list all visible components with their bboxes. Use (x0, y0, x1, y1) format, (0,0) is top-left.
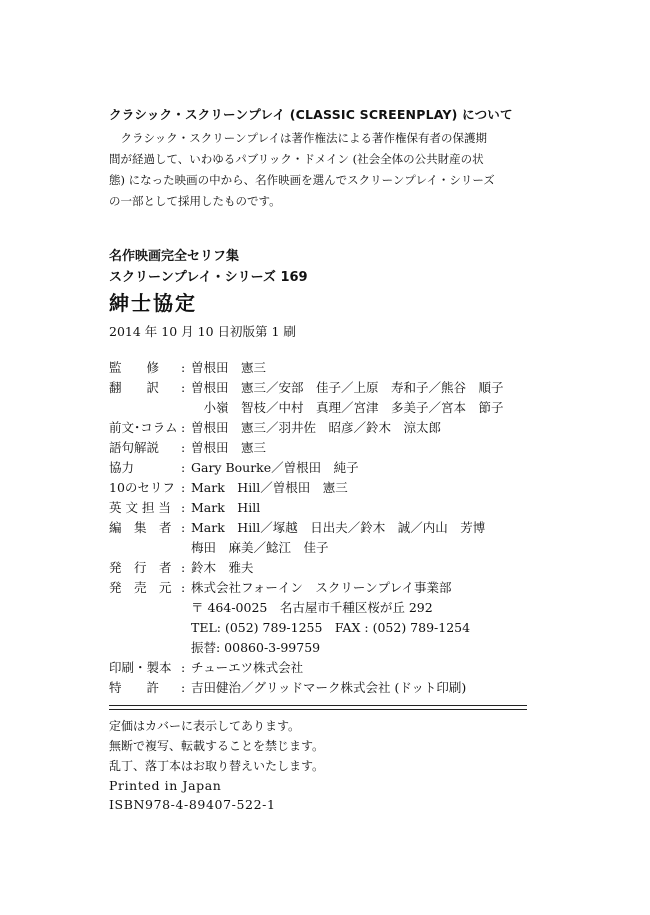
credit-label: 10のセリフ (109, 480, 175, 495)
credit-row-ten-lines (109, 478, 549, 498)
credit-value: 曽根田 憲三／羽井佐 昭彦／鈴木 涼太郎 (191, 420, 442, 435)
credit-value: Gary Bourke／曽根田 純子 (191, 460, 359, 475)
credit-label: 発 行 者 (109, 560, 172, 575)
about-heading: クラシック・スクリーンプレイ (CLASSIC SCREENPLAY) について (109, 107, 513, 122)
notes-block (109, 716, 324, 776)
credit-separator: : (181, 500, 186, 515)
credit-row-publisher (109, 558, 549, 578)
series-number: スクリーンプレイ・シリーズ 169 (109, 270, 308, 285)
credit-label: 前文･コラム (109, 420, 178, 435)
credit-row-supervision (109, 358, 549, 378)
credit-separator: : (181, 560, 186, 575)
credit-row-editors (109, 518, 549, 538)
series-name: 名作映画完全セリフ集 (109, 249, 240, 264)
credit-value: 鈴木 雅夫 (191, 560, 254, 575)
credit-row-translation (109, 378, 549, 398)
credit-separator: : (181, 480, 186, 495)
note-line: 無断で複写、転載することを禁じます。 (109, 739, 325, 753)
credit-label (109, 638, 181, 658)
credit-separator: : (181, 580, 186, 595)
credit-row-transfer (109, 638, 549, 658)
credit-row-english (109, 498, 549, 518)
edition-date: 2014 年 10 月 10 日初版第 1 刷 (109, 324, 296, 339)
credit-value: Mark Hill／塚越 日出夫／鈴木 誠／内山 芳博 (191, 520, 486, 535)
credit-value: 曽根田 憲三／安部 佳子／上原 寿和子／熊谷 順子 (191, 380, 504, 395)
credit-value: 梅田 麻美／鯰江 佳子 (191, 540, 329, 555)
credits-list (109, 358, 549, 698)
credit-value: 曽根田 憲三 (191, 440, 267, 455)
credit-separator: : (181, 680, 186, 695)
credit-row-glossary (109, 438, 549, 458)
credit-row-phone (109, 618, 549, 638)
credit-row-patent (109, 678, 549, 698)
credit-row-printing (109, 658, 549, 678)
credit-value: 小嶺 智枝／中村 真理／宮津 多美子／宮本 節子 (191, 400, 504, 415)
note-line: 定価はカバーに表示してあります。 (109, 719, 301, 733)
credit-row-preface-column (109, 418, 549, 438)
credit-value: 株式会社フォーイン スクリーンプレイ事業部 (191, 580, 452, 595)
credit-separator: : (181, 380, 186, 395)
credit-label: 発 売 元 (109, 580, 172, 595)
credit-value: 〒 464-0025 名古屋市千種区桜が丘 292 (191, 600, 433, 615)
credit-separator (181, 598, 191, 618)
credit-label: 語句解説 (109, 440, 160, 455)
about-body (109, 128, 539, 212)
about-line: クラシック・スクリーンプレイは著作権法による著作権保有者の保護期 (109, 131, 488, 145)
credit-label: 監 修 (109, 360, 160, 375)
note-line: 乱丁、落丁本はお取り替えいたします。 (109, 759, 325, 773)
about-line: 間が経過して、いわゆるパブリック・ドメイン (社会全体の公共財産の状 (109, 152, 484, 166)
credit-separator (181, 398, 191, 418)
credit-separator: : (181, 520, 186, 535)
credit-separator: : (181, 440, 186, 455)
credit-label: 印刷・製本 (109, 660, 172, 675)
credit-row-translation-cont (109, 398, 549, 418)
credit-value: 曽根田 憲三 (191, 360, 267, 375)
credit-label (109, 538, 181, 558)
credit-value: Mark Hill／曽根田 憲三 (191, 480, 348, 495)
credit-separator: : (181, 660, 186, 675)
about-line: の一部として採用したものです。 (109, 194, 281, 208)
credit-separator: : (181, 360, 186, 375)
credit-separator (181, 618, 191, 638)
credit-row-distributor (109, 578, 549, 598)
credit-row-address (109, 598, 549, 618)
credit-value: 振替: 00860-3-99759 (191, 640, 321, 655)
credit-separator: : (181, 460, 186, 475)
book-title: 紳士協定 (109, 291, 197, 315)
divider-rule (109, 705, 527, 706)
credit-row-editors-cont (109, 538, 549, 558)
credit-separator: : (181, 420, 186, 435)
credit-value: TEL: (052) 789-1255 FAX : (052) 789-1254 (191, 620, 471, 635)
credit-label (109, 598, 181, 618)
credit-separator (181, 538, 191, 558)
credit-value: 吉田健治／グリッドマーク株式会社 (ドット印刷) (191, 680, 467, 695)
credit-label (109, 398, 181, 418)
credit-label: 翻 訳 (109, 380, 160, 395)
printed-in: Printed in Japan (109, 778, 222, 793)
credit-label (109, 618, 181, 638)
credit-label: 特 許 (109, 680, 160, 695)
isbn: ISBN978-4-89407-522-1 (109, 797, 276, 812)
credit-label: 英 文 担 当 (109, 500, 171, 515)
about-line: 態) になった映画の中から、名作映画を選んでスクリーンプレイ・シリーズ (109, 173, 495, 187)
credit-value: チューエツ株式会社 (191, 660, 304, 675)
credit-label: 編 集 者 (109, 520, 172, 535)
credit-label: 協力 (109, 460, 135, 475)
divider-rule (109, 709, 527, 710)
credit-separator (181, 638, 191, 658)
credit-row-cooperation (109, 458, 549, 478)
credit-value: Mark Hill (191, 500, 261, 515)
